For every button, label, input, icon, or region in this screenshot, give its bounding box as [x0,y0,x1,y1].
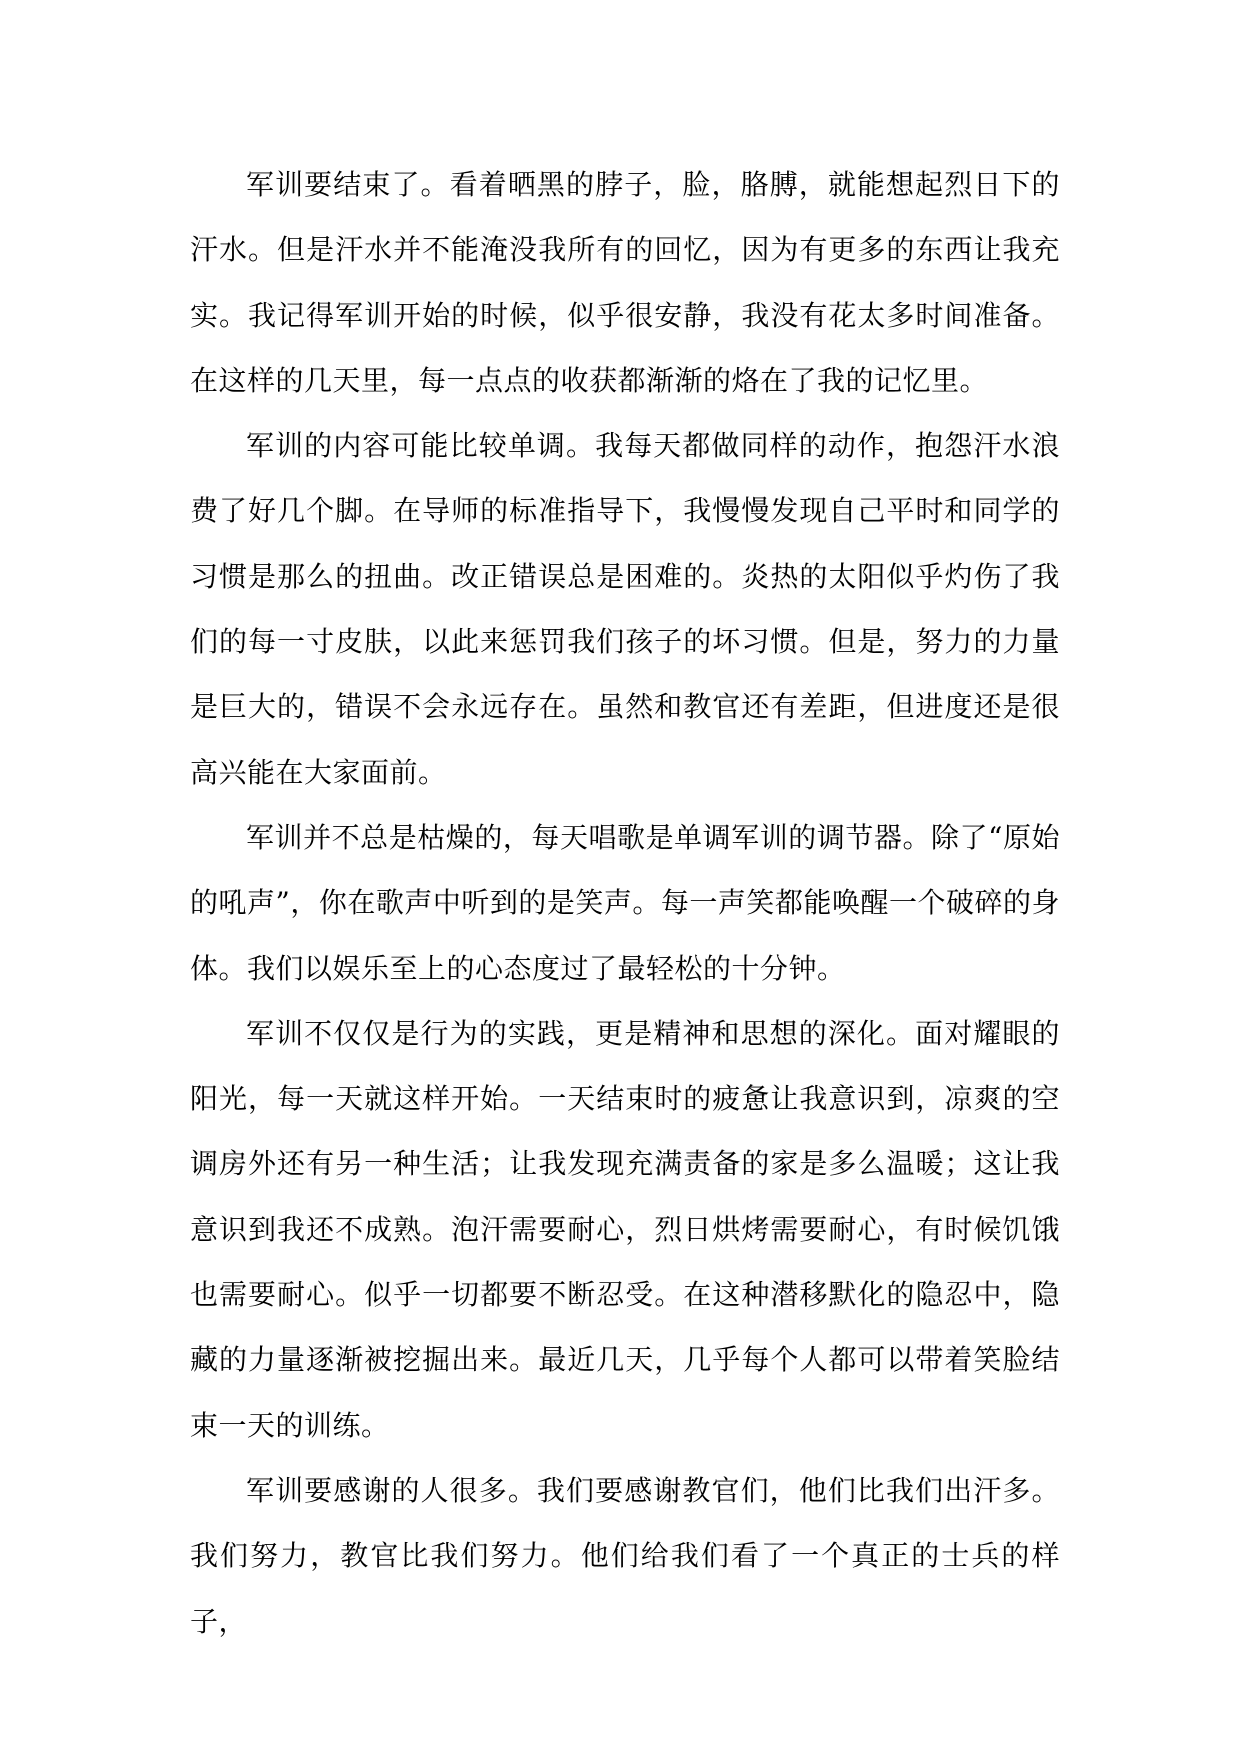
paragraph-4: 军训不仅仅是行为的实践，更是精神和思想的深化。面对耀眼的阳光，每一天就这样开始。一天结束时的疲惫让我意识到，凉爽的空调房外还有另一种生活；让我发现充满责备的家是多么温暖；这让我意识到我还不成熟。泡汗需要耐心，烈日烘烤需要耐心，有时候饥饿也需要耐心。似乎一切都要不断忍受。在这种潜移默化的隐忍中，隐藏的力量逐渐被挖掘出来。最近几天，几乎每个人都可以带着笑脸结束一天的训练。 [190,1016,1060,1442]
paragraph-1: 军训要结束了。看着晒黑的脖子，脸，胳膊，就能想起烈日下的汗水。但是汗水并不能淹没我所有的回忆，因为有更多的东西让我充实。我记得军训开始的时候，似乎很安静，我没有花太多时间准备。在这样的几天里，每一点点的收获都渐渐的烙在了我的记忆里。 [190,168,1060,397]
paragraph-3: 军训并不总是枯燥的，每天唱歌是单调军训的调节器。除了“原始的吼声”，你在歌声中听到的是笑声。每一声笑都能唤醒一个破碎的身体。我们以娱乐至上的心态度过了最轻松的十分钟。 [190,820,1060,985]
document-body [190,152,1060,1654]
paragraph-5: 军训要感谢的人很多。我们要感谢教官们，他们比我们出汗多。我们努力，教官比我们努力。他们给我们看了一个真正的士兵的样子， [190,1473,1060,1638]
paragraph-2: 军训的内容可能比较单调。我每天都做同样的动作，抱怨汗水浪费了好几个脚。在导师的标准指导下，我慢慢发现自己平时和同学的习惯是那么的扭曲。改正错误总是困难的。炎热的太阳似乎灼伤了我们的每一寸皮肤，以此来惩罚我们孩子的坏习惯。但是，努力的力量是巨大的，错误不会永远存在。虽然和教官还有差距，但进度还是很高兴能在大家面前。 [190,429,1060,789]
